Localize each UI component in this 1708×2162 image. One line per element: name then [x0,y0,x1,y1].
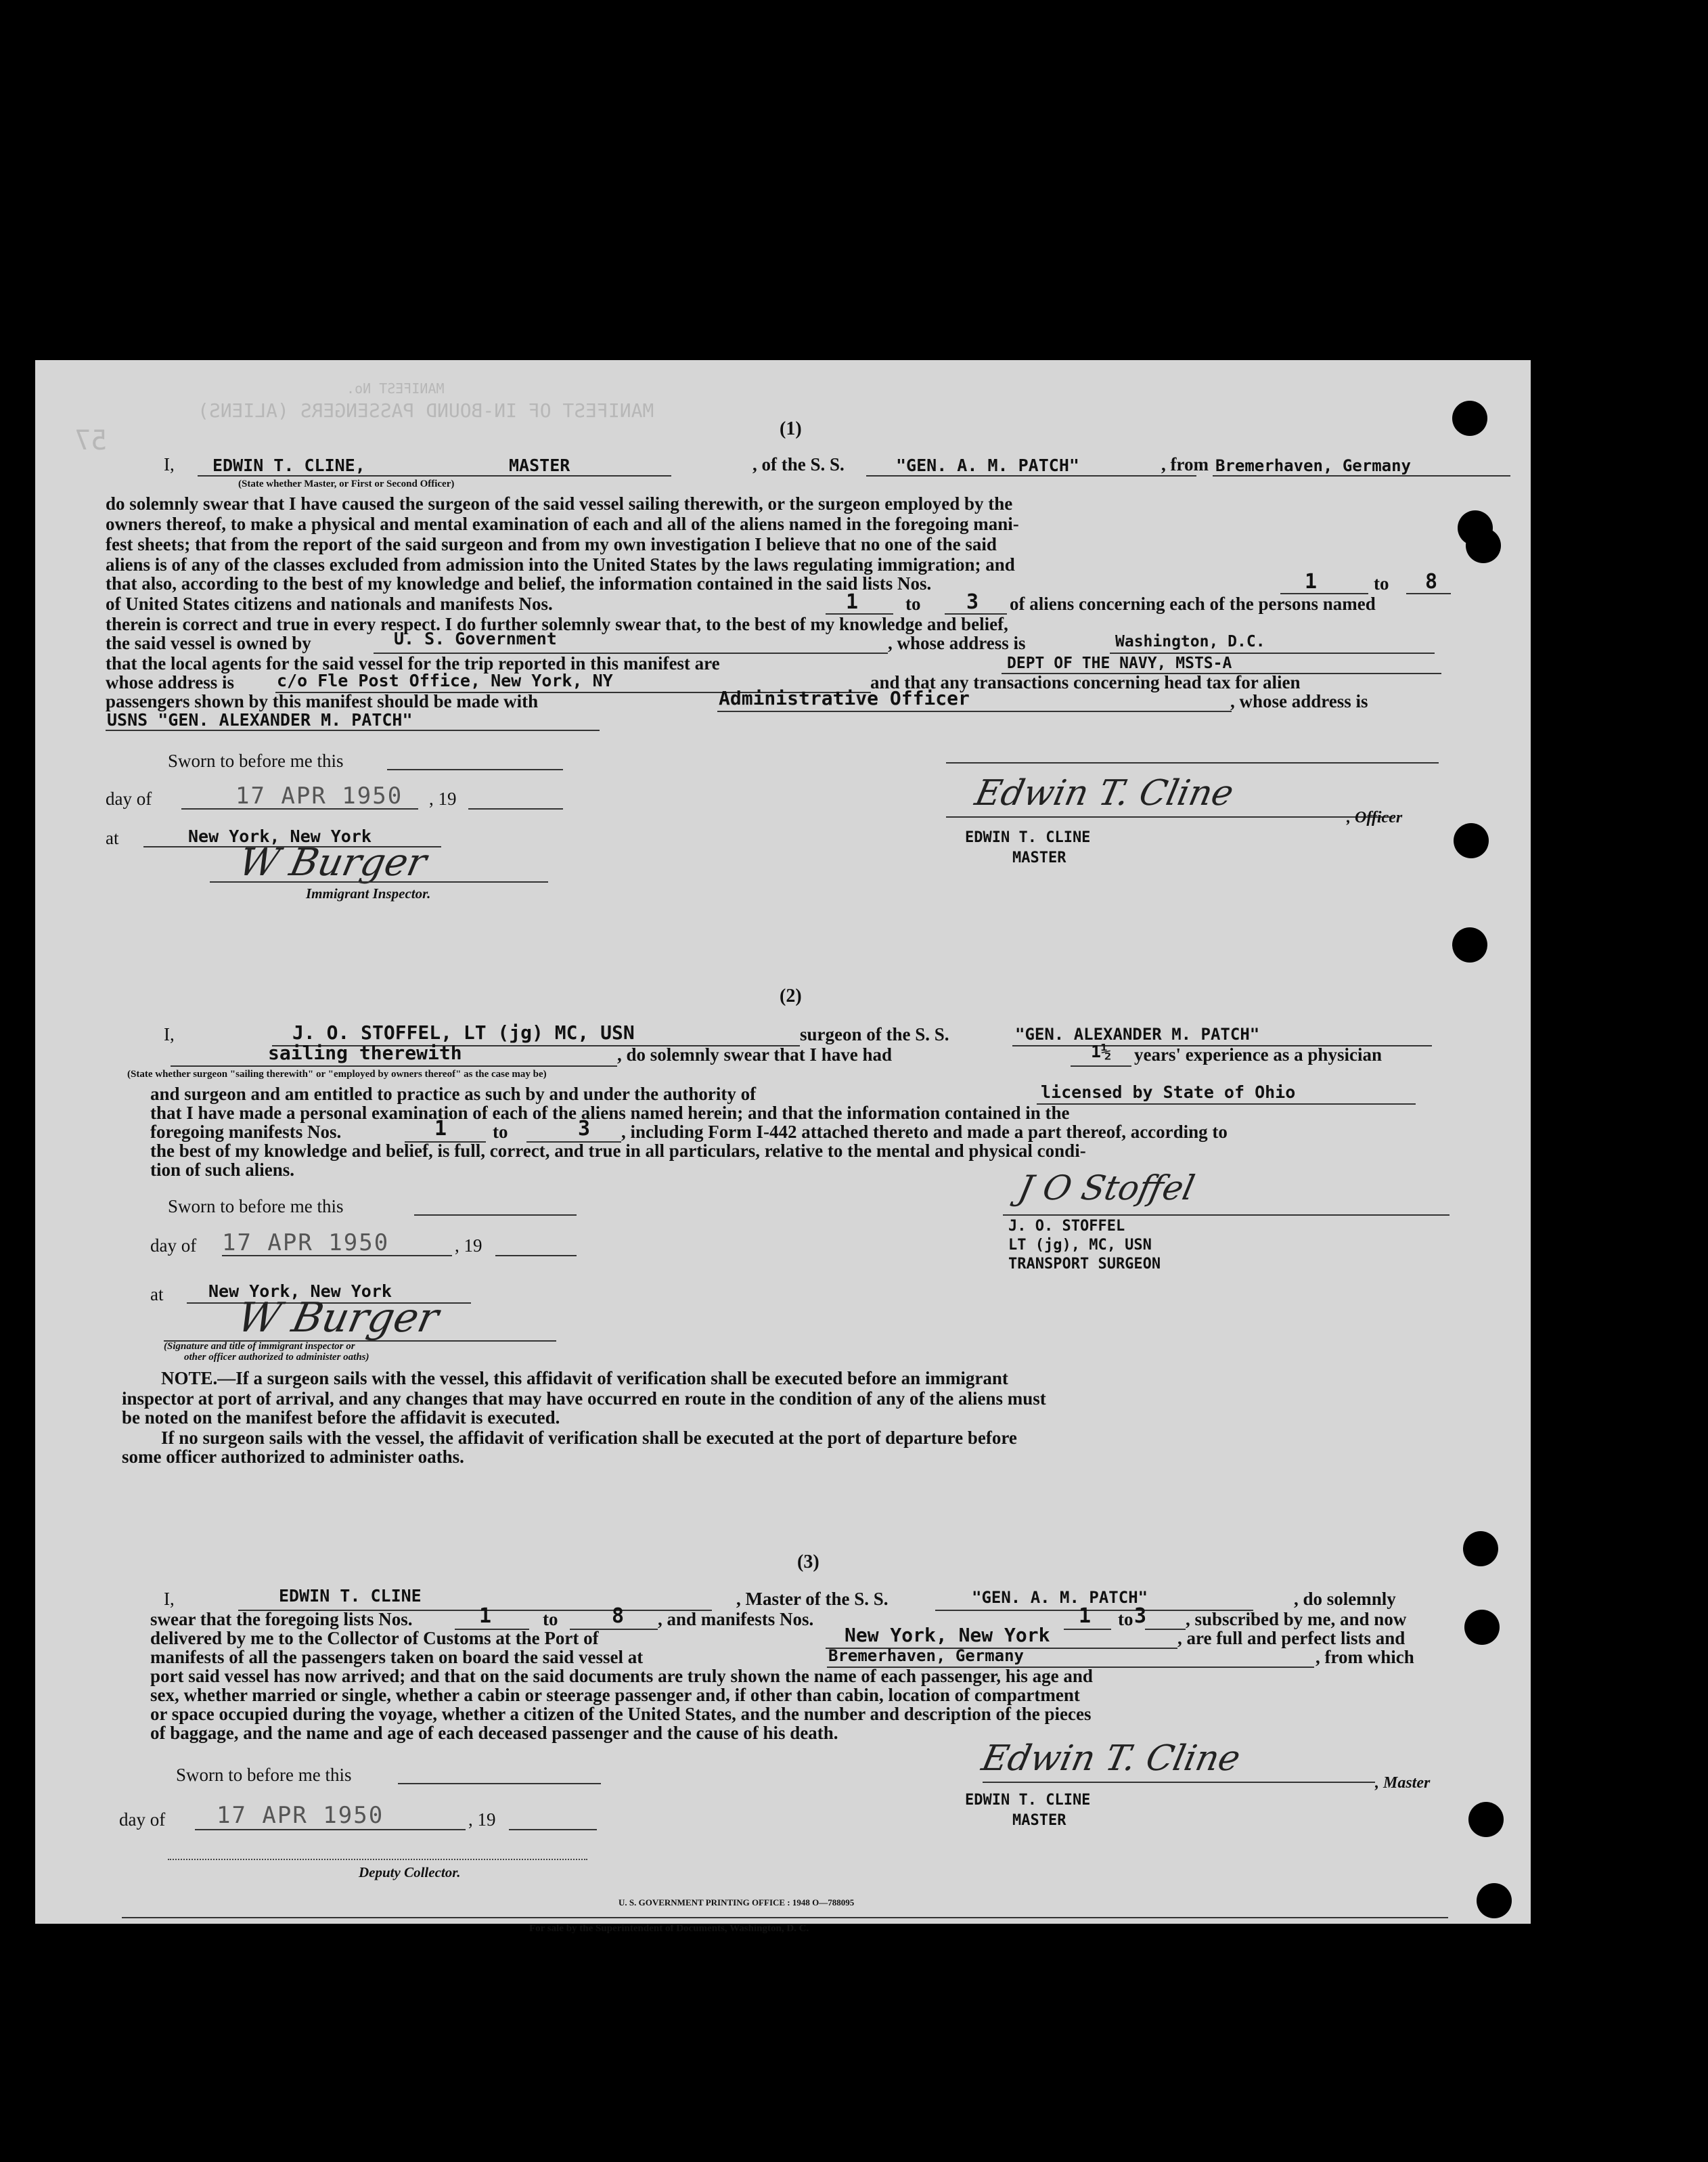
s3-lists-from: 1 [479,1604,492,1628]
s2-day-of: day of [150,1235,197,1256]
s2-sworn: Sworn to before me this [168,1196,344,1216]
s1-tax-officer: Administrative Officer [719,687,970,709]
s1-sworn-line [387,769,563,770]
punch-hole [1463,1531,1498,1566]
s1-at: at [106,828,119,848]
s1-text-10a: whose address is [106,672,235,692]
punch-hole [1466,528,1501,563]
s2-text-5: tion of such aliens. [150,1160,295,1180]
s1-date-stamp: 17 APR 1950 [235,782,403,810]
s1-year-line [468,808,563,810]
s3-to-2: to [1118,1609,1133,1629]
s1-owner-address: Washington, D.C. [1115,633,1265,650]
s1-agents-address: c/o Fle Post Office, New York, NY [277,671,613,690]
s3-text-6: or space occupied during the voyage, whether a citizen of the United States, and the number and description of the pieces [150,1704,1092,1724]
s1-text-10b: and that any transactions concerning head tax for alien [870,672,1301,692]
s3-sworn-line [398,1783,601,1784]
s2-swear: , do solemnly swear that I have had [617,1044,893,1065]
s2-surgeon-name: J. O. STOFFEL, LT (jg) MC, USN [292,1021,635,1044]
s2-to: to [493,1122,508,1142]
s3-text-3a: manifests of all the passengers taken on board the said vessel at [150,1647,644,1667]
s2-sworn-line [414,1214,577,1216]
s1-master-name: EDWIN T. CLINE, [212,456,365,475]
s2-date-stamp: 17 APR 1950 [222,1229,390,1256]
s2-at: at [150,1284,164,1304]
s2-note-2: inspector at port of arrival, and any changes that may have occurred en route in the condition of any of the aliens must [122,1388,1046,1409]
bleed-through-manifest-no: MANIFEST No. [346,380,445,397]
s3-text-3b: , from which [1316,1647,1414,1667]
s1-text-11b: , whose address is [1230,691,1368,711]
s2-ship: "GEN. ALEXANDER M. PATCH" [1015,1025,1260,1044]
s3-signer-name: EDWIN T. CLINE [965,1792,1091,1809]
s3-text-4: port said vessel has now arrived; and that on the said documents are truly shown the name of each passenger, his age and [150,1666,1093,1686]
s1-signer-name: EDWIN T. CLINE [965,829,1091,846]
s3-i: I, [164,1589,175,1609]
s2-surgeon-signature: J O Stoffel [1014,1168,1198,1208]
s3-signer-title: MASTER [1012,1812,1066,1829]
s3-port-from: Bremerhaven, Germany [828,1646,1024,1665]
s3-text-1a: swear that the foregoing lists Nos. [150,1609,413,1629]
s1-officer-caption: , Officer [1347,809,1403,826]
s3-man-to: 3 [1134,1604,1147,1628]
s1-text-7: therein is correct and true in every respect. I do further solemnly swear that, to the best of my knowledge and belief, [106,614,1008,634]
bleed-through-title: MANIFEST OF IN-BOUND PASSENGERS (ALIENS) [198,399,654,422]
section-3-number: (3) [797,1551,819,1572]
footer-sale: For sale by the Superintendent of Documents, Washington, D. C. [529,1923,809,1934]
s1-master-title: MASTER [509,456,570,475]
s3-man-line [1064,1629,1111,1630]
s2-text-3b: , including Form I-442 attached thereto and made a part thereof, according to [621,1122,1228,1142]
s3-ship: "GEN. A. M. PATCH" [972,1588,1148,1607]
s1-text-6b: of aliens concerning each of the persons named [1010,594,1376,614]
s1-agents: DEPT OF THE NAVY, MSTS-A [1007,655,1232,672]
s1-sworn: Sworn to before me this [168,751,344,771]
s2-years: 1½ [1091,1042,1112,1061]
s3-master-name: EDWIN T. CLINE [279,1586,422,1606]
s1-owner: U. S. Government [394,629,557,648]
manifest-page [35,360,1531,1934]
s2-status-line [171,1065,617,1067]
s2-note-3: be noted on the manifest before the affidavit is executed. [122,1407,560,1428]
s2-status: sailing therewith [268,1042,462,1064]
s3-text-1b: , and manifests Nos. [658,1609,814,1629]
s1-signer-title: MASTER [1012,850,1066,866]
s1-tax-address: USNS "GEN. ALEXANDER M. PATCH" [107,710,413,730]
s2-signer-title: TRANSPORT SURGEON [1008,1256,1161,1273]
punch-hole [1477,1883,1512,1918]
s1-text-4: aliens is of any of the classes excluded from admission into the United States by the laws regulating immigration; and [106,554,1015,575]
s1-master-sig-line [946,816,1393,818]
s1-to-2: to [905,594,921,614]
s1-port-from: Bremerhaven, Germany [1215,456,1411,475]
punch-hole [1452,401,1487,436]
s1-place: New York, New York [188,826,372,846]
punch-hole [1468,1802,1504,1837]
s1-inspector-caption: Immigrant Inspector. [306,885,431,902]
section-2-number: (2) [780,986,802,1007]
s3-man-from: 1 [1079,1604,1092,1628]
s3-text-7: of baggage, and the name and age of each deceased passenger and the cause of his death. [150,1723,838,1743]
bleed-through-sheet-no: 57 [74,425,108,456]
s2-text-3a: foregoing manifests Nos. [150,1122,342,1142]
s3-deputy-line [168,1859,587,1860]
s2-license-line [1037,1103,1416,1105]
footer-printing-office: U. S. GOVERNMENT PRINTING OFFICE : 1948 O—788095 [619,1897,855,1907]
punch-hole [1464,1610,1500,1645]
s2-surgeon-of: surgeon of the S. S. [800,1024,949,1044]
s3-sworn: Sworn to before me this [176,1765,352,1785]
s3-master-sig-line [983,1782,1375,1783]
s2-man-to: 3 [578,1117,591,1141]
s3-year-line [509,1829,597,1830]
s2-signer-rank: LT (jg), MC, USN [1008,1237,1152,1254]
punch-hole [1452,927,1487,963]
s2-man-from: 1 [434,1117,447,1141]
s2-text-1: and surgeon and am entitled to practice as such by and under the authority of [150,1084,757,1104]
s3-to-1: to [543,1609,558,1629]
s2-signer-name: J. O. STOFFEL [1008,1218,1125,1235]
s1-tax-line [717,711,1232,712]
section-1-number: (1) [780,418,802,439]
s1-lists-from: 1 [1305,570,1318,594]
s3-master-of: , Master of the S. S. [736,1589,889,1609]
s3-deputy-caption: Deputy Collector. [359,1864,461,1880]
s2-year-line [495,1255,577,1256]
s3-text-2b: , are full and perfect lists and [1177,1628,1406,1648]
s1-lists-line-2 [1406,593,1451,594]
s3-master-caption: , Master [1375,1774,1431,1792]
s3-nineteen: , 19 [468,1809,496,1830]
s1-day-of: day of [106,789,152,809]
s3-port: New York, New York [845,1624,1050,1646]
s1-text-1: do solemnly swear that I have caused the surgeon of the said vessel sailing therewith, or the surgeon employed by the [106,493,1013,514]
s3-text-2a: delivered by me to the Collector of Customs at the Port of [150,1628,599,1648]
s1-text-9a: that the local agents for the said vessel for the trip reported in this manifest are [106,653,720,674]
s1-man-to: 3 [966,590,979,614]
s2-text-2: that I have made a personal examination of each of the aliens named herein; and that the information contained in the [150,1103,1070,1123]
s3-text-1c: , subscribed by me, and now [1186,1609,1407,1629]
s2-note-4: If no surgeon sails with the vessel, the affidavit of verification shall be executed at the port of departure before [161,1428,1017,1448]
s1-to-1: to [1374,573,1389,594]
s2-caption-sig-2: other officer authorized to administer oaths) [184,1352,369,1363]
s1-nineteen: , 19 [429,789,457,809]
s1-text-2: owners thereof, to make a physical and mental examination of each and all of the aliens named in the foregoing mani- [106,514,1019,534]
s1-text-5: that also, according to the best of my knowledge and belief, the information contained in the said lists Nos. [106,573,932,594]
s1-i: I, [164,454,175,475]
s3-date-stamp: 17 APR 1950 [217,1802,384,1829]
s1-lists-to: 8 [1425,570,1438,594]
s1-inspector-signature: W Burger [235,841,431,885]
s1-text-8b: , whose address is [888,633,1026,653]
s2-place: New York, New York [208,1281,392,1301]
s1-text-3: fest sheets; that from the report of the said surgeon and from my own investigation I believe that no one of the said [106,534,997,554]
s3-day-of: day of [119,1809,166,1830]
s2-note-5: some officer authorized to administer oaths. [122,1447,464,1467]
s1-from: , from [1161,454,1209,475]
s3-date-line [195,1829,466,1830]
s3-text-5: sex, whether married or single, whether a cabin or steerage passenger and, if other than cabin, location of compartment [150,1685,1080,1705]
s2-inspector-signature: W Burger [233,1294,443,1342]
s1-state-caption: (State whether Master, or First or Second Officer) [238,479,455,489]
s1-ship: "GEN. A. M. PATCH" [896,456,1079,475]
s2-years-text: years' experience as a physician [1134,1044,1382,1065]
s1-text-8a: the said vessel is owned by [106,633,311,653]
s2-status-caption: (State whether surgeon "sailing therewith" or "employed by owners thereof" as the case may be) [127,1069,547,1080]
s2-nineteen: , 19 [455,1235,482,1256]
s1-man-from: 1 [846,590,859,614]
s2-caption-sig: (Signature and title of immigrant inspector or [164,1341,355,1352]
s1-of-ss: , of the S. S. [752,454,845,475]
s2-years-line [1071,1065,1131,1067]
s1-text-6a: of United States citizens and nationals and manifests Nos. [106,594,553,614]
footer-rule [122,1917,1448,1918]
s1-officer-line [946,762,1439,764]
s2-i: I, [164,1024,175,1044]
s1-text-11a: passengers shown by this manifest should be made with [106,691,539,711]
punch-hole [1454,823,1489,858]
s2-note-1: NOTE.—If a surgeon sails with the vessel, this affidavit of verification shall be executed before an immigrant [161,1368,1008,1388]
s3-master-signature: Edwin T. Cline [978,1738,1244,1779]
s3-solemnly: , do solemnly [1294,1589,1396,1609]
s1-master-signature: Edwin T. Cline [971,773,1238,814]
s2-text-4: the best of my knowledge and belief, is full, correct, and true in all particulars, relative to the mental and physical condi- [150,1141,1086,1161]
s2-license: licensed by State of Ohio [1041,1082,1296,1102]
s3-lists-to: 8 [612,1604,625,1628]
